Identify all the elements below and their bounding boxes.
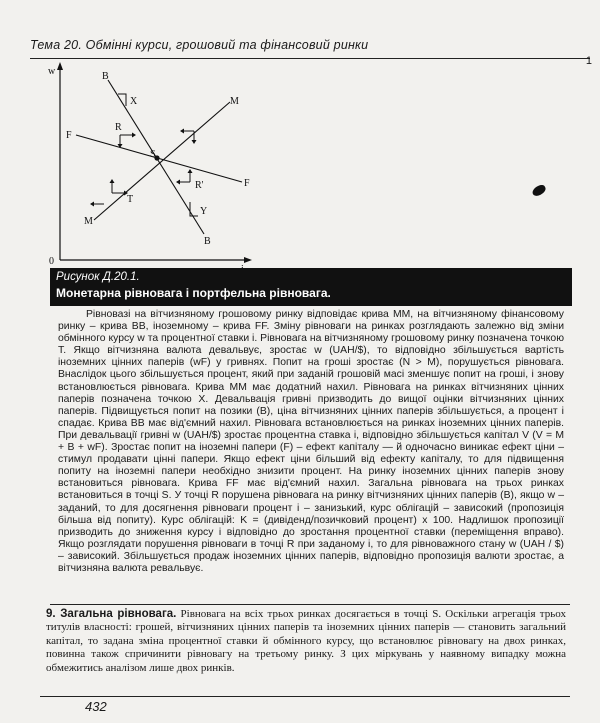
equilibrium-diagram: [44, 62, 264, 274]
label-S: S: [150, 149, 156, 160]
arrow-ll-left-head: [90, 202, 94, 207]
label-Y: Y: [200, 206, 208, 217]
section-9: [46, 608, 566, 675]
figure-number: Рисунок Д.20.1.: [56, 271, 140, 283]
arrow-R-right-head: [132, 133, 136, 138]
label-F-right: F: [244, 178, 250, 189]
section-9-heading: 9. Загальна рівновага.: [46, 608, 177, 620]
label-M-top: M: [230, 96, 239, 107]
label-B-top: B: [102, 71, 109, 82]
figure-caption: [50, 268, 572, 306]
body-paragraph: Рівновазі на вітчизняному грошовому ринку відповідає крива MM, на вітчизняному фінансовому ринку – крива BB, іноземному – крива FF. Зміну рівноваги на ринках розглядають залежно від зміни обмінного курсу w та процентної ставки i. Рівновага на вітчизняному грошовому ринку позначена точкою T. Якщо вітчизняна валюта девальвує, зростає w (UAH/$), то відповідно збільшується вартість іноземних цінних паперів (wF) у гривнях. Попит на гроші зростає (N > M), порушується рівновага. Внаслідок цього збільшується процент, який при заданій грошовій масі зменшує попит на гроші, і знову встановлюється рівновага. Крива MM має додатний нахил. Рівновага на ринках вітчизняних цінних паперів позначена точкою X. Девальвація гривні призводить до вищої оцінки вітчизняних цінних паперів. Підвищується попит на позики (B), ціна вітчизняних цінних паперів збільшується, а процент i спадає. Крива BB має від'ємний нахил. Рівновага встановлюється на ринках іноземних цінних паперів. При девальвації гривні w (UAH/$) зростає процентна ставка i, відповідно збільшується капітал V (V = M + B + wF). Зростає попит на іноземні папери (F) – ефект капіталу — й одночасно виникає ефект ціни – стимул продавати цінні папери. Якщо ефект ціни більший від ефекту капіталу, то для підвищення попиту на іноземні папери необхідно знизити процент. На ринку іноземних цінних паперів знову встановиться рівновага. Крива FF має від'ємний нахил. Загальна рівновага на трьох ринках встановиться в точці S. У точці R порушена рівновага на ринку вітчизняних цінних паперів (B), якщо w – заданий, то для досягнення рівноваги процент i – занизький, курс облігацій – зависокий (пропозиція більша від попиту). Курс облігацій: K = (дивіденд/позичковий процент) x 100. Надлишок пропозиції призводить до зниження курсу і відповідно до зростання процентної ставки (переміщення вправо). Якщо розглядати порушення рівноваги в точці R при заданому i, то для рівноважного стану w (UAH / $) – зависокий. Збільшується продаж іноземних цінних паперів, відповідно пропозиція валюти зростає, а вітчизняна валюта ревальвує.: [58, 309, 564, 574]
label-B-bottom: B: [204, 236, 211, 247]
arrow-ur-down-head: [192, 140, 197, 144]
label-M-bottom: M: [84, 216, 93, 227]
page-number: 432: [85, 699, 107, 714]
label-T: T: [127, 194, 134, 205]
figure-title: Монетарна рівновага і портфельна рівновага.: [56, 286, 331, 300]
header-rule: [30, 58, 590, 59]
arrow-rp-left-head: [176, 180, 180, 185]
y-axis-arrow: [57, 62, 63, 70]
arrow-T-up-head: [110, 179, 115, 183]
section-9-text: Рівновага на всіх трьох ринках досягається в точці S. Оскільки агрегація трьох титулів власності: грошей, вітчизняних цінних паперів та іноземних цінних паперів — становить загальний капітал, то задана зміна процентної ставки й обмінного курсу, що встановлює рівновагу на двох ринках, повинна також спричинити рівновагу на третьому ринку. З цих міркувань у наявному випадку можна обмежитись аналізом лише двох ринків.: [46, 608, 566, 674]
running-header: Тема 20. Обмінні курси, грошовий та фінансовий ринки: [30, 38, 369, 52]
y-axis-label: w: [48, 66, 56, 77]
label-X: X: [130, 96, 138, 107]
label-R-prime: R': [195, 180, 204, 191]
ink-blot: [531, 183, 547, 197]
margin-mark: 1: [585, 55, 592, 67]
x-axis-arrow: [244, 257, 252, 263]
arrow-ur-left-head: [180, 129, 184, 134]
marker-X: [118, 94, 126, 106]
label-R: R: [115, 122, 122, 133]
origin-label: 0: [49, 256, 54, 267]
label-F-left: F: [66, 130, 72, 141]
footer-rule: [40, 696, 570, 697]
curve-MM: [94, 102, 230, 220]
section-rule: [50, 604, 570, 605]
arrow-rp-up-head: [188, 169, 193, 173]
